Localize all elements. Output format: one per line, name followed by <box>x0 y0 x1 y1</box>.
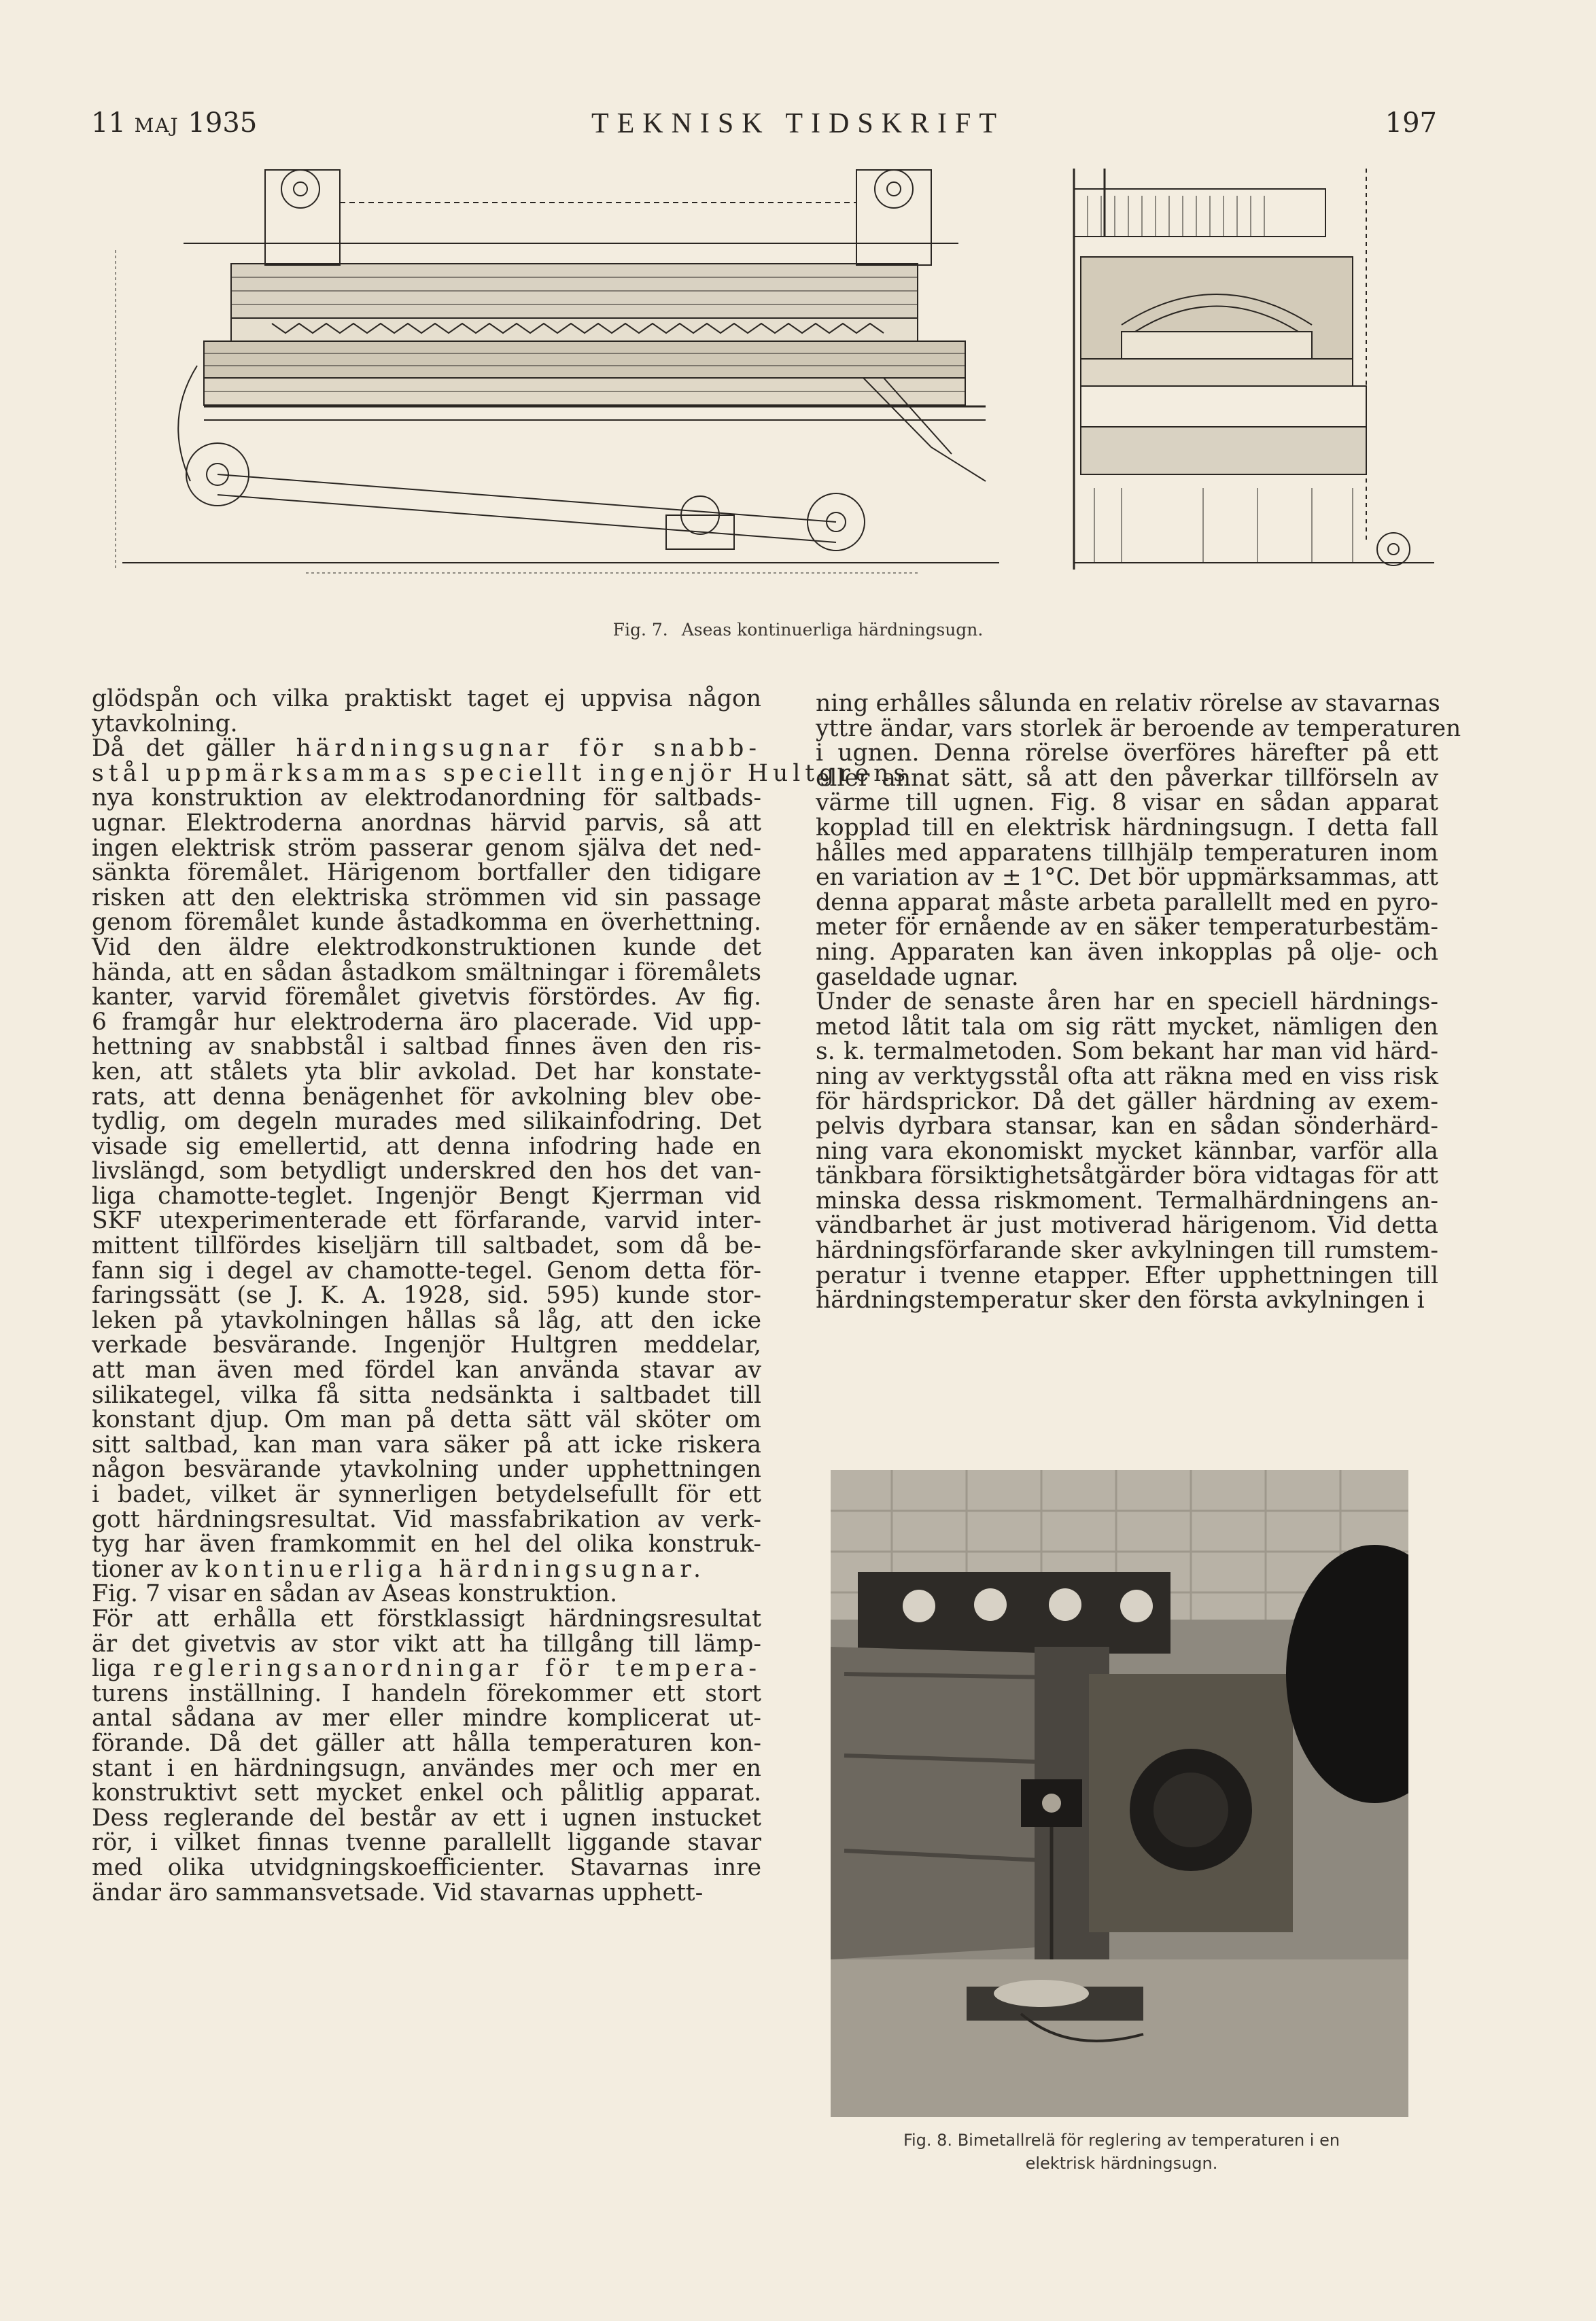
left-column-line: gott härdningsresultat. Vid massfabrikation av verk- <box>92 1505 761 1533</box>
left-column-line: verkade besvärande. Ingenjör Hultgren meddelar, <box>92 1331 761 1359</box>
left-column-line: Då det gäller härdningsugnar för snabb- <box>92 735 762 763</box>
left-column-line: För att erhålla ett förstklassigt härdningsresultat <box>92 1605 761 1633</box>
bimetal-relay-photo <box>831 1470 1408 2117</box>
left-column-line: liga regleringsanordningar för tempera- <box>92 1655 761 1683</box>
right-column-line: värme till ugnen. Fig. 8 visar en sådan apparat <box>816 789 1438 817</box>
spaced-emphasis: härdningsugnar för snabb- <box>296 735 762 763</box>
left-column-line: konstant djup. Om man på detta sätt väl sköter om <box>92 1406 761 1434</box>
right-column-line: eller annat sätt, så att den påverkar tillförseln av <box>816 764 1438 792</box>
right-column-line: metod låtit tala om sig rätt mycket, nämligen den <box>816 1013 1438 1041</box>
left-column-line: Dess reglerande del består av ett i ugnen instucket <box>92 1804 761 1832</box>
left-column-line: rör, i vilket finnas tvenne parallellt liggande stavar <box>92 1829 761 1857</box>
left-column-line: är det givetvis av stor vikt att ha tillgång till lämp- <box>92 1630 761 1658</box>
left-column-line: sänkta föremålet. Härigenom bortfaller den tidigare <box>92 859 761 887</box>
right-column-line: en variation av ± 1°C. Det bör uppmärksammas, att <box>816 864 1438 892</box>
left-column-line: i badet, vilket är synnerligen betydelsefullt för ett <box>92 1481 761 1508</box>
right-column-line: för härdsprickor. Då det gäller härdning av exem- <box>816 1087 1438 1115</box>
figure8-number: Fig. 8. <box>903 2131 953 2150</box>
left-column-line: ken, att stålets yta blir avkolad. Det har konstate- <box>92 1058 761 1085</box>
left-column-line: sitt saltbad, kan man vara säker på att icke riskera <box>92 1431 761 1459</box>
left-column-line: glödspån och vilka praktiskt taget ej uppvisa någon <box>92 685 761 712</box>
issue-year: 1935 <box>188 107 258 139</box>
page-header <box>0 107 1596 148</box>
right-column-line: ning vara ekonomiskt mycket kännbar, varför alla <box>816 1137 1438 1165</box>
right-column-line: peratur i tvenne etapper. Efter upphettningen till <box>816 1261 1438 1289</box>
left-column-line: visade sig emellertid, att denna infodring hade en <box>92 1132 761 1160</box>
right-column-line: ning erhålles sålunda en relativ rörelse av stavarnas <box>816 690 1440 717</box>
left-column-line: genom föremålet kunde åstadkomma en överhettning. <box>92 909 761 937</box>
figure7-caption-text: Aseas kontinuerliga härdningsugn. <box>681 620 984 640</box>
right-column-line: hålles med apparatens tillhjälp temperaturen inom <box>816 839 1438 867</box>
left-column-line: stant i en härdningsugn, användes mer och mer en <box>92 1754 761 1782</box>
left-column-line: liga chamotte-teglet. Ingenjör Bengt Kjerrman vid <box>92 1182 761 1210</box>
left-column-line: antal sådana av mer eller mindre komplicerat ut- <box>92 1705 761 1732</box>
spaced-emphasis: stål uppmärksammas speciellt ingenjör Hultgrens <box>92 759 911 787</box>
left-column-line: tyg har även framkommit en hel del olika konstruk- <box>92 1531 761 1558</box>
right-column-line: denna apparat måste arbeta parallellt med en pyro- <box>816 888 1438 916</box>
left-column-line: Fig. 7 visar en sådan av Aseas konstruktion. <box>92 1580 618 1608</box>
figure8-caption-line2: elektrisk härdningsugn. <box>1025 2154 1218 2173</box>
left-column-line: SKF utexperimenterade ett förfarande, varvid inter- <box>92 1207 761 1235</box>
right-column-line: härdningsförfarande sker avkylningen till rumstem- <box>816 1237 1438 1265</box>
right-column-line: kopplad till en elektrisk härdningsugn. I detta fall <box>816 814 1438 841</box>
right-column-line: ning av verktygsstål ofta att räkna med en viss risk <box>816 1062 1438 1090</box>
right-column-line: tänkbara försiktighetsåtgärder böra vidtagas för att <box>816 1162 1438 1190</box>
left-column-line: ugnar. Elektroderna anordnas härvid parvis, så att <box>92 809 761 837</box>
left-column-line: tydlig, om degeln murades med silikainfodring. Det <box>92 1108 761 1136</box>
right-column <box>816 690 1461 1314</box>
left-column-line: att man även med fördel kan använda stavar av <box>92 1357 761 1384</box>
left-column-line: förande. Då det gäller att hålla temperaturen kon- <box>92 1729 761 1757</box>
issue-month: MAJ <box>134 114 179 137</box>
left-column-line: hettning av snabbstål i saltbad finnes även den ris- <box>92 1033 761 1061</box>
journal-title: TEKNISK TIDSKRIFT <box>591 108 1005 139</box>
right-column-line: ning. Apparaten kan även inkopplas på olje- och <box>816 938 1438 966</box>
left-column-line: fann sig i degel av chamotte-tegel. Genom detta för- <box>92 1257 761 1285</box>
right-column-line: Under de senaste åren har en speciell härdnings- <box>816 988 1438 1016</box>
figure8-caption-line1 <box>836 2129 1407 2152</box>
left-column-line: med olika utvidgningskoefficienter. Stavarnas inre <box>92 1853 761 1881</box>
right-column-line: minska dessa riskmoment. Termalhärdningens an- <box>816 1187 1438 1215</box>
right-column-line: i ugnen. Denna rörelse överföres härefter på ett <box>816 739 1438 767</box>
left-column-line: hända, att en sådan åstadkom smältningar i föremålets <box>92 958 761 986</box>
left-column-line: rats, att denna benägenhet för avkolning blev obe- <box>92 1083 761 1111</box>
left-column-line: Vid den äldre elektrodkonstruktionen kunde det <box>92 933 761 961</box>
left-column-line <box>92 759 911 787</box>
left-column-line: mittent tillfördes kiseljärn till saltbadet, som då be- <box>92 1232 761 1260</box>
figure8-caption-text1: Bimetallrelä för reglering av temperaturen i en <box>957 2131 1340 2150</box>
right-column-line: s. k. termalmetoden. Som bekant har man vid härd- <box>816 1038 1438 1066</box>
figure8-caption <box>836 2129 1407 2175</box>
left-column-line: kanter, varvid föremålet givetvis förstördes. Av fig. <box>92 983 761 1011</box>
left-column-line: turens inställning. I handeln förekommer ett stort <box>92 1679 761 1707</box>
figure7-number: Fig. 7. <box>612 620 668 640</box>
right-column-line: gaseldade ugnar. <box>816 963 1019 991</box>
figure7-caption <box>0 620 1596 640</box>
left-column <box>92 685 911 1906</box>
furnace-technical-drawing <box>102 162 1451 597</box>
left-column-line: risken att den elektriska strömmen vid sin passage <box>92 884 761 911</box>
right-column-line: meter för ernående av en säker temperaturbestäm- <box>816 913 1438 941</box>
left-column-line: silikategel, vilka få sitta nedsänkta i saltbadet till <box>92 1381 761 1409</box>
spaced-emphasis: regleringsanordningar för tempera- <box>153 1655 761 1683</box>
left-column-line: 6 framgår hur elektroderna äro placerade. Vid upp- <box>92 1008 761 1036</box>
spaced-emphasis: kontinuerliga härdningsugnar. <box>205 1555 706 1583</box>
page-number: 197 <box>1385 107 1437 139</box>
left-column-line: någon besvärande ytavkolning under upphettningen <box>92 1456 761 1484</box>
left-column-line: tioner av kontinuerliga härdningsugnar. <box>92 1555 706 1583</box>
left-column-line: leken på ytavkolningen hållas så låg, att den icke <box>92 1306 761 1334</box>
right-column-line: härdningstemperatur sker den första avkylningen i <box>816 1287 1425 1314</box>
right-column-line: vändbarhet är just motiverad härigenom. Vid detta <box>816 1212 1438 1240</box>
left-column-line: konstruktivt sett mycket enkel och pålitlig apparat. <box>92 1779 761 1807</box>
right-column-line: pelvis dyrbara stansar, kan en sådan sönderhärd- <box>816 1113 1438 1140</box>
left-column-line: faringssätt (se J. K. A. 1928, sid. 595) kunde stor- <box>92 1282 761 1310</box>
left-column-line: nya konstruktion av elektrodanordning för saltbads- <box>92 784 761 812</box>
right-column-line: yttre ändar, vars storlek är beroende av temperaturen <box>816 714 1461 742</box>
left-column-line: ytavkolning. <box>92 710 238 737</box>
issue-day: 11 <box>91 107 126 139</box>
left-column-line: ändar äro sammansvetsade. Vid stavarnas upphett- <box>92 1879 704 1906</box>
left-column-line: ingen elektrisk ström passerar genom själva det ned- <box>92 834 761 862</box>
left-column-line: livslängd, som betydligt underskred den hos det van- <box>92 1157 761 1185</box>
